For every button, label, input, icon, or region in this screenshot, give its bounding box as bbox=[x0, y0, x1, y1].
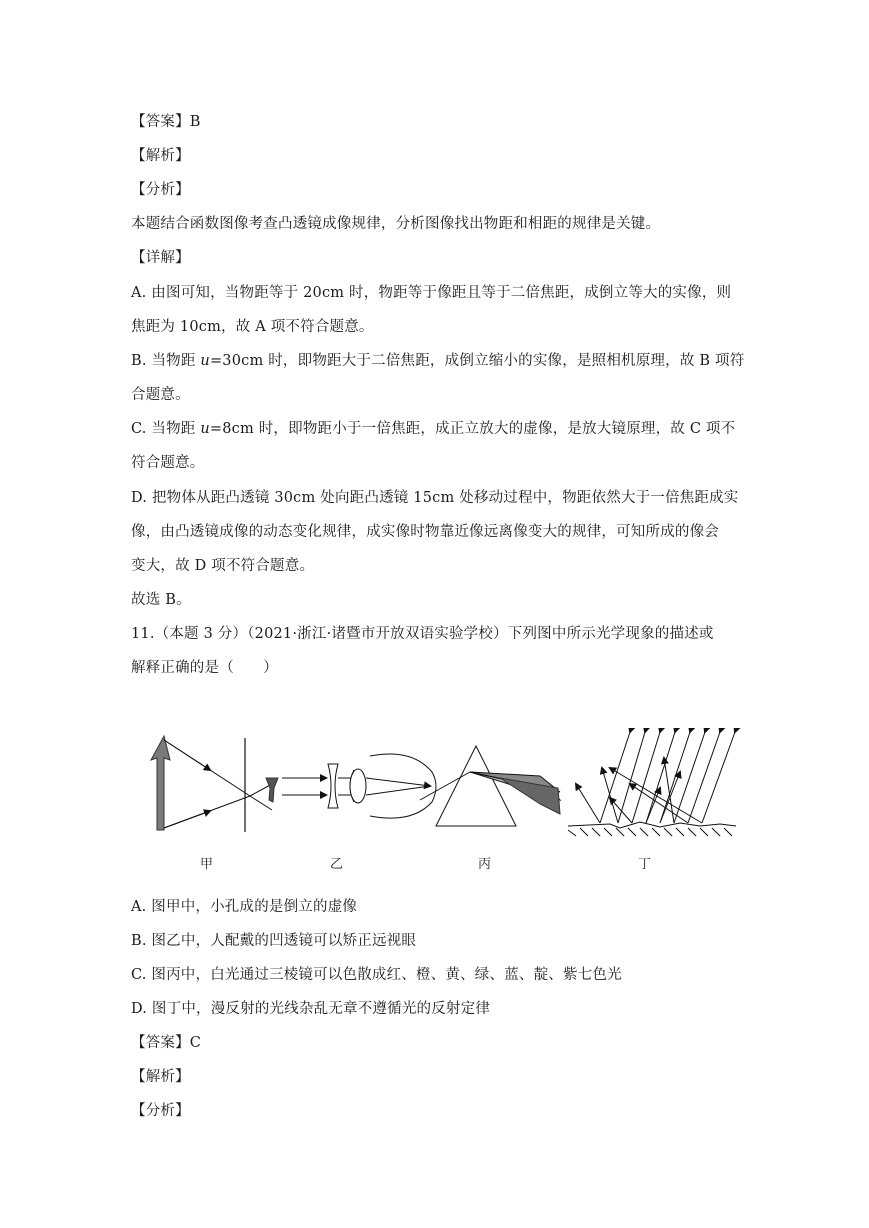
q11-optics-figure bbox=[140, 728, 750, 878]
q10-c-suffix: =8cm 时，即物距小于一倍焦距，成正立放大的虚像，是放大镜原理，故 C 项不 bbox=[209, 421, 736, 437]
q11-stem-line2: 解释正确的是（ ） bbox=[131, 660, 278, 676]
q10-option-d-line1: D. 把物体从距凸透镜 30cm 处向距凸透镜 15cm 处移动过程中，物距依然大于一倍焦距成实 bbox=[131, 490, 739, 506]
q11-option-d: D. 图丁中，漫反射的光线杂乱无章不遵循光的反射定律 bbox=[131, 1001, 491, 1017]
q10-b-suffix: =30cm 时，即物距大于二倍焦距，成倒立缩小的实像，是照相机原理，故 B 项符 bbox=[209, 353, 745, 369]
figure-label-bing: 丙 bbox=[478, 857, 492, 872]
figure-label-ding: 丁 bbox=[638, 857, 652, 872]
q11-option-a: A. 图甲中，小孔成的是倒立的虚像 bbox=[131, 899, 358, 915]
q10-jiexi-heading: 【解析】 bbox=[131, 148, 190, 164]
q11-stem-line1: 11.（本题 3 分）（2021·浙江·诸暨市开放双语实验学校）下列图中所示光学现象的描述或 bbox=[131, 626, 714, 642]
q11-answer: 【答案】C bbox=[131, 1035, 202, 1051]
q10-option-b-line1 bbox=[131, 351, 744, 371]
diagram-yi-eye-lens bbox=[282, 754, 436, 818]
q10-option-d-line2: 像，由凸透镜成像的动态变化规律，成实像时物靠近像远离像变大的规律，可知所成的像会 bbox=[131, 524, 719, 540]
q10-b-prefix: B. 当物距 bbox=[131, 353, 201, 369]
q10-option-c-line2: 符合题意。 bbox=[131, 455, 205, 471]
q10-option-c-line1 bbox=[131, 419, 735, 439]
q10-option-b-line2: 合题意。 bbox=[131, 387, 190, 403]
q11-option-b: B. 图乙中，人配戴的凹透镜可以矫正远视眼 bbox=[131, 933, 417, 949]
q10-fenxi-heading: 【分析】 bbox=[131, 182, 190, 198]
q10-option-a-line2: 焦距为 10cm，故 A 项不符合题意。 bbox=[131, 319, 374, 335]
q10-fenxi-text: 本题结合函数图像考查凸透镜成像规律，分析图像找出物距和相距的规律是关键。 bbox=[131, 216, 661, 232]
q10-c-variable: u bbox=[200, 421, 210, 437]
q10-b-variable: u bbox=[200, 353, 210, 369]
q10-option-d-line3: 变大，故 D 项不符合题意。 bbox=[131, 558, 315, 574]
diagram-ding-diffuse-reflection bbox=[568, 732, 736, 836]
figure-label-jia: 甲 bbox=[200, 857, 214, 872]
q10-xiangjie-heading: 【详解】 bbox=[131, 250, 190, 266]
q10-c-prefix: C. 当物距 bbox=[131, 421, 201, 437]
diagram-jia-pinhole bbox=[151, 736, 278, 832]
q10-option-a-line1: A. 由图可知，当物距等于 20cm 时，物距等于像距且等于二倍焦距，成倒立等大的实像，则 bbox=[131, 285, 732, 301]
q11-jiexi-heading: 【解析】 bbox=[131, 1069, 190, 1085]
diagram-bing-prism bbox=[420, 746, 560, 826]
optics-diagrams bbox=[140, 728, 750, 878]
figure-label-yi: 乙 bbox=[330, 857, 344, 872]
q11-option-c: C. 图丙中，白光通过三棱镜可以色散成红、橙、黄、绿、蓝、靛、紫七色光 bbox=[131, 967, 622, 983]
q10-conclusion: 故选 B。 bbox=[131, 592, 191, 608]
q10-answer: 【答案】B bbox=[131, 114, 201, 130]
q11-fenxi-heading: 【分析】 bbox=[131, 1103, 190, 1119]
